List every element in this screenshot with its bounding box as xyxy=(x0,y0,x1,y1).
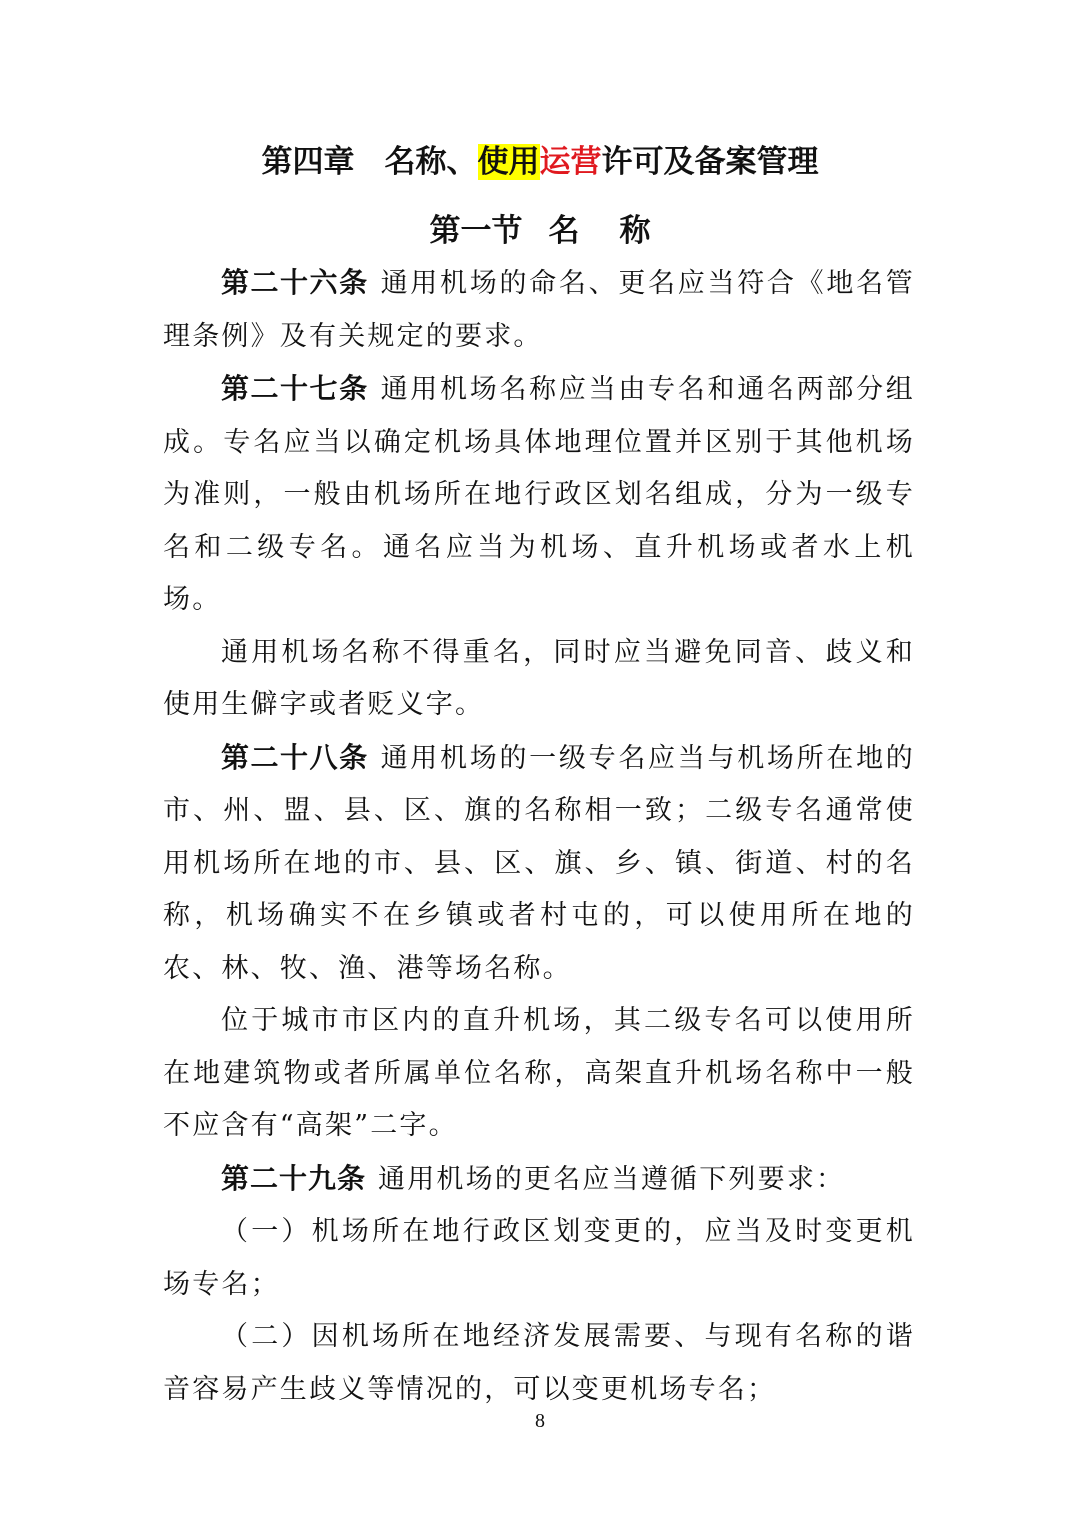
paragraph-article-28 xyxy=(163,732,915,996)
section-title xyxy=(0,205,1080,257)
document-body xyxy=(163,257,915,1416)
paragraph-text: 通用机场的更名应当遵循下列要求： xyxy=(378,1163,846,1195)
section-title-char2: 称 xyxy=(619,213,651,249)
paragraph-article-27 xyxy=(163,363,915,627)
paragraph-article-29 xyxy=(163,1153,915,1207)
highlighted-text: 使用 xyxy=(477,144,540,180)
paragraph-text: 位于城市市区内的直升机场，其二级专名可以使用所在地建筑物或者所属单位名称，高架直升机场名称中一般不应含有“高架”二字。 xyxy=(163,1005,915,1141)
paragraph-article-27-cont xyxy=(163,627,915,732)
article-heading: 第二十七条 xyxy=(221,372,369,405)
paragraph-text: 通用机场名称应当由专名和通名两部分组成。专名应当以确定机场具体地理位置并区别于其他机场为准则，一般由机场所在地行政区划名组成，分为一级专名和二级专名。通名应当为机场、直升机场或者水上机场。 xyxy=(163,374,915,615)
paragraph-text: （二）因机场所在地经济发展需要、与现有名称的谐音容易产生歧义等情况的，可以变更机场专名； xyxy=(163,1321,915,1405)
article-heading: 第二十八条 xyxy=(221,740,369,774)
section-title-char1: 名 xyxy=(548,213,580,249)
red-inserted-text: 运营 xyxy=(539,144,602,180)
section-number: 第一节 xyxy=(429,213,523,249)
paragraph-text: （一）机场所在地行政区划变更的，应当及时变更机场专名； xyxy=(163,1216,915,1300)
paragraph-article-26 xyxy=(163,257,915,363)
chapter-number: 第四章 xyxy=(261,144,355,180)
article-heading: 第二十六条 xyxy=(221,266,369,299)
paragraph-text: 通用机场名称不得重名，同时应当避免同音、歧义和使用生僻字或者贬义字。 xyxy=(163,636,915,720)
paragraph-item-1 xyxy=(163,1206,915,1311)
paragraph-text: 通用机场的命名、更名应当符合《地名管理条例》及有关规定的要求。 xyxy=(163,268,915,352)
chapter-title xyxy=(0,136,1080,188)
article-heading: 第二十九条 xyxy=(221,1161,367,1195)
chapter-title-part1: 名称、 xyxy=(384,144,478,180)
chapter-title-part2: 许可及备案管理 xyxy=(601,144,819,180)
page-number: 8 xyxy=(535,1410,545,1432)
paragraph-article-28-cont xyxy=(163,995,915,1153)
paragraph-item-2 xyxy=(163,1311,915,1416)
paragraph-text: 通用机场的一级专名应当与机场所在地的市、州、盟、县、区、旗的名称相一致；二级专名通常使用机场所在地的市、县、区、旗、乡、镇、街道、村的名称，机场确实不在乡镇或者村屯的，可以使用所在地的农、林、牧、渔、港等场名称。 xyxy=(163,742,915,984)
